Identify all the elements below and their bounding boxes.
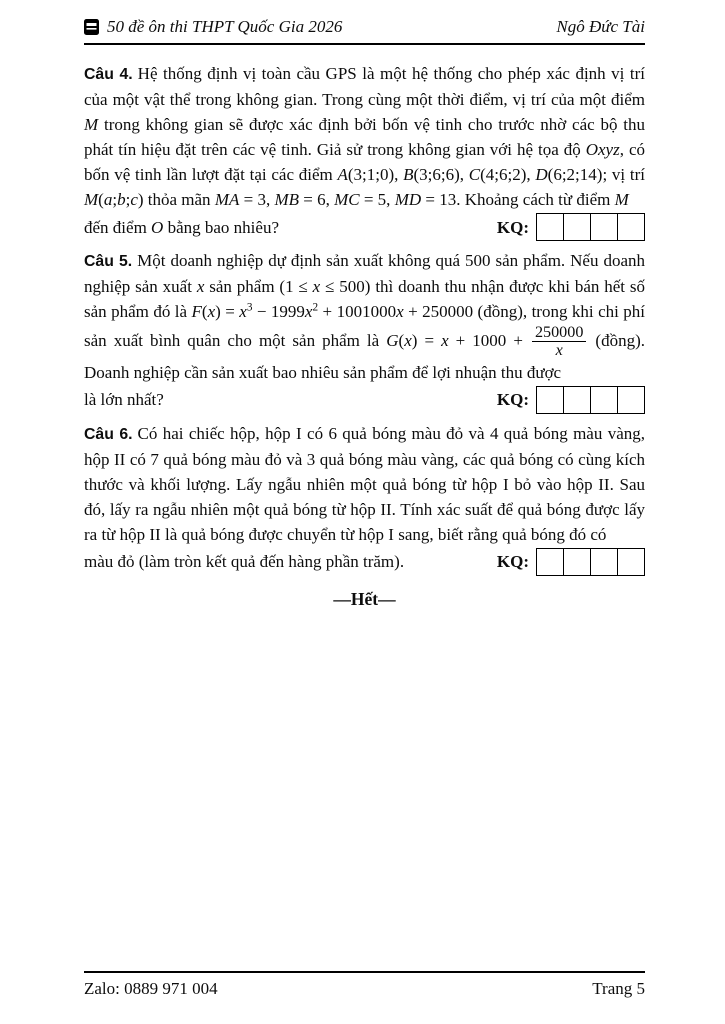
book-icon: [84, 19, 99, 35]
question-6-body: [84, 421, 645, 547]
answer-cell: [564, 387, 591, 413]
author-name: Ngô Đức Tài: [556, 17, 645, 36]
footer-contact: Zalo: 0889 971 004: [84, 979, 218, 998]
question-6: [84, 421, 645, 576]
answer-cell: [591, 387, 618, 413]
answer-cell: [591, 549, 618, 575]
page-content: [84, 61, 645, 610]
answer-cell: [618, 549, 644, 575]
answer-cell: [564, 214, 591, 240]
answer-cell: [591, 214, 618, 240]
page-number: Trang 5: [592, 979, 645, 998]
question-5-last-line: [84, 386, 645, 414]
question-5-text: Một doanh nghiệp dự định sản xuất không quá 500 sản phẩm. Nếu doanh nghiệp sản xuất x sản phẩm (1 ≤ x ≤ 500) thì doanh thu nhận được khi bán hết số sản phẩm đó là $F(x) = x^3 - 1999x^2 + 1001000x + 250000$ (đồng), trong khi chi phí sản xuất bình quân cho một sản phẩm là G(x) = x + 1000 + $\frac{250000}{x}$ (đồng). Doanh nghiệp cần sản xuất bao nhiêu sản phẩm để lợi nhuận thu được: [84, 251, 646, 382]
answer-cell: [537, 387, 564, 413]
answer-cell: [618, 214, 644, 240]
answer-cell: [564, 549, 591, 575]
question-5: [84, 248, 645, 414]
document-title: 50 đề ôn thi THPT Quốc Gia 2026: [107, 17, 343, 36]
answer-cell: [537, 549, 564, 575]
kq-label: KQ:: [496, 217, 529, 237]
kq-label: KQ:: [496, 552, 529, 572]
answer-box: [536, 548, 645, 576]
answer-box: [536, 386, 645, 414]
question-5-label: Câu 5.: [84, 253, 133, 270]
question-6-label: Câu 6.: [84, 425, 133, 443]
page-header: [84, 17, 645, 45]
answer-cell: [618, 387, 644, 413]
question-6-answer-group: [497, 548, 645, 576]
question-5-tail: là lớn nhất?: [84, 390, 164, 410]
question-4-body: [84, 61, 645, 212]
header-left: [84, 17, 342, 37]
question-4: [84, 61, 645, 241]
answer-cell: [537, 214, 564, 240]
question-5-body: [84, 248, 645, 385]
answer-box: [536, 213, 645, 241]
kq-label: KQ:: [496, 390, 529, 410]
question-4-tail: đến điểm O bằng bao nhiêu?: [84, 217, 279, 237]
question-4-last-line: [84, 213, 645, 241]
question-6-last-line: [84, 548, 645, 576]
question-5-answer-group: [497, 386, 645, 414]
page-footer: [84, 971, 645, 999]
question-4-label: Câu 4.: [84, 66, 133, 83]
question-4-text: Hệ thống định vị toàn cầu GPS là một hệ thống cho phép xác định vị trí của một vật thể trong không gian. Trong cùng một thời điểm, vị trí của một điểm M trong không gian sẽ được xác định bởi bốn vệ tinh cho trước nhờ các bộ thu phát tín hiệu đặt trên các vệ tinh. Giả sử trong không gian với hệ tọa độ Oxyz, có bốn vệ tinh lần lượt đặt tại các điểm A(3;1;0), B(3;6;6), C(4;6;2), D(6;2;14); vị trí M(a;b;c) thỏa mãn MA = 3, MB = 6, MC = 5, MD = 13. Khoảng cách từ điểm M: [84, 64, 646, 209]
question-6-text: Có hai chiếc hộp, hộp I có 6 quả bóng màu đỏ và 4 quả bóng màu vàng, hộp II có 7 quả bóng màu đỏ và 3 quả bóng màu vàng, các quả bóng có cùng kích thước và khối lượng. Lấy ngẫu nhiên một quả bóng từ hộp I bỏ vào hộp II. Sau đó, lấy ra ngẫu nhiên một quả bóng từ hộp II. Tính xác suất để quả bóng được lấy ra từ hộp II là quả bóng được chuyển từ hộp I sang, biết rằng quả bóng đó có: [84, 423, 645, 544]
question-6-tail: màu đỏ (làm tròn kết quả đến hàng phần trăm).: [84, 552, 405, 572]
question-4-answer-group: [497, 213, 645, 241]
end-mark: —Hết—: [333, 588, 396, 609]
